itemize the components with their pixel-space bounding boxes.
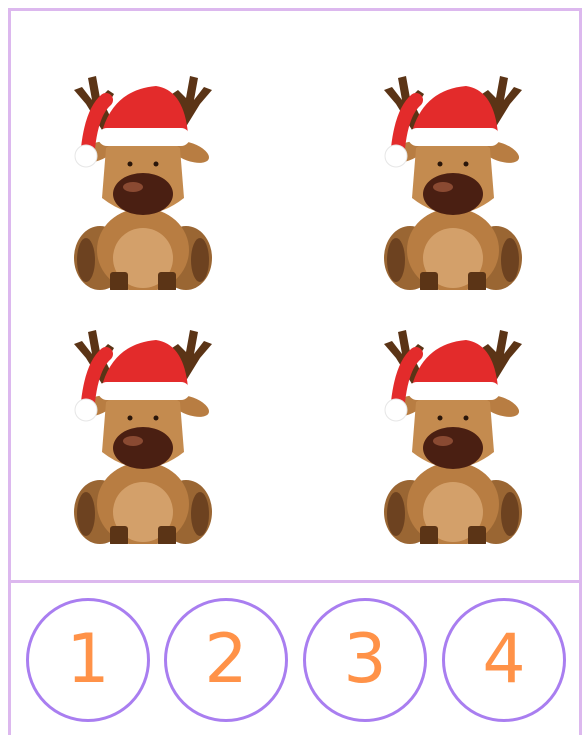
reindeer-icon bbox=[58, 314, 228, 544]
answer-option-1[interactable] bbox=[26, 598, 150, 722]
answer-option-label: 1 bbox=[66, 620, 110, 699]
answer-option-label: 3 bbox=[343, 620, 387, 699]
reindeer-icon bbox=[368, 60, 538, 290]
answer-option-4[interactable] bbox=[442, 598, 566, 722]
answer-option-3[interactable] bbox=[303, 598, 427, 722]
answer-option-label: 4 bbox=[482, 620, 526, 699]
answer-option-label: 2 bbox=[204, 620, 248, 699]
answer-option-2[interactable] bbox=[164, 598, 288, 722]
reindeer-icon bbox=[368, 314, 538, 544]
reindeer-icon bbox=[58, 60, 228, 290]
card-divider bbox=[8, 580, 582, 583]
